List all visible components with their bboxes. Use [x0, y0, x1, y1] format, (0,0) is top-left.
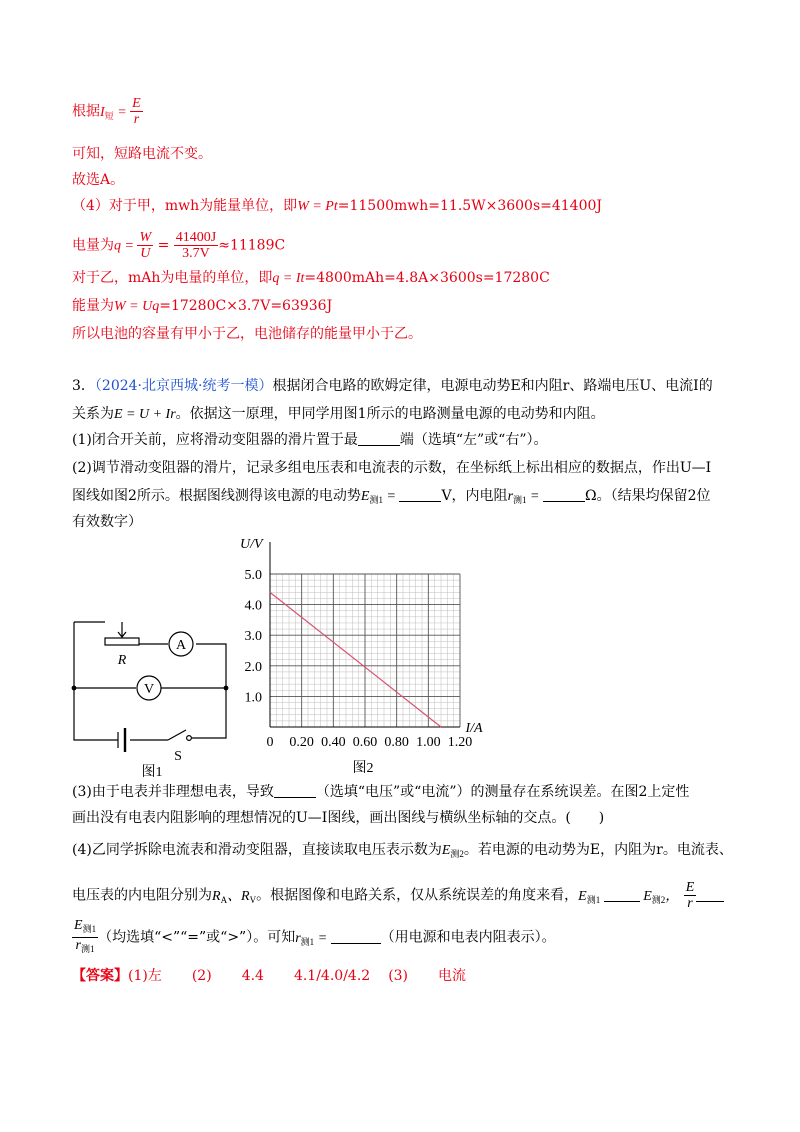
part-text: （用电源和电表内阻表示）。 — [380, 929, 556, 946]
symbol-ra-rv: $R_A$、$R_V$ — [212, 888, 257, 905]
chart-x-ticks — [267, 735, 473, 750]
question-3-part-2: (2)调节滑动变阻器的滑片，记录多组电压表和电流表的示数，在坐标纸上标出相应的数据点，作出U—I — [72, 460, 712, 476]
y-tick-label: 4.0 — [244, 598, 262, 614]
solution-text: 对于乙，mAh为电量的单位，即 — [72, 270, 273, 286]
part-text: 。若电源的电动势为E，内阻为r。电流表、 — [463, 842, 733, 858]
x-tick-label: 1.00 — [416, 735, 441, 750]
formula-value: ≈11189C — [218, 237, 286, 254]
x-tick-label: 0.20 — [289, 735, 314, 750]
part-text: (4)乙同学拆除电流表和滑动变阻器，直接读取电压表示数为 — [72, 842, 442, 858]
solution-line-6 — [72, 268, 550, 289]
ammeter-label: A — [175, 638, 187, 653]
formula-ohm: E = U + Ir — [114, 407, 176, 422]
question-3-line-2 — [72, 404, 605, 425]
figure-2-caption: 图2 — [352, 761, 374, 776]
symbol-e-measured-2: $E_{测2}$ — [441, 843, 464, 859]
fraction-e-over-r: $\frac{E}{r}$ — [132, 96, 141, 127]
fraction-w-over-u: $\frac{W}{U}$ — [139, 230, 152, 261]
question-3-part-2c: 有效数字） — [72, 514, 142, 530]
part-text: （选填“电压”或“电流”）的测量存在系统误差。在图2上定性 — [315, 784, 690, 800]
answer-2-label: (2) — [191, 968, 212, 984]
answer-label: 【答案】 — [72, 968, 128, 984]
solution-text: （4）对于甲，mwh为能量单位，即 — [72, 198, 298, 214]
question-3-part-3b: 画出没有电表内阻影响的理想情况的U—I图线，画出图线与横纵坐标轴的交点。( ) — [72, 810, 605, 826]
question-number: 3． — [72, 378, 95, 394]
question-3-part-3 — [72, 782, 689, 802]
solution-line-1 — [72, 96, 143, 127]
answer-2-r: 4.1/4.0/4.2 — [293, 968, 371, 984]
question-stem: 关系为 — [72, 406, 114, 422]
answer-blank-3 — [543, 487, 585, 502]
answer-blank-4 — [274, 783, 316, 798]
chart-x-label: I/A — [465, 721, 483, 736]
answer-3-value: 电流 — [438, 968, 467, 984]
formula-w-pt: W = Pt — [297, 199, 338, 214]
answer-blank-5 — [696, 887, 724, 902]
figure-1-caption: 图1 — [141, 765, 163, 780]
formula-value: =17280C×3.7V=63936J — [159, 298, 333, 314]
x-tick-label: 1.20 — [447, 735, 473, 750]
formula-w-uq: W = Uq — [114, 299, 160, 314]
resistor-label: R — [117, 653, 127, 668]
answer-line — [72, 966, 466, 986]
x-tick-label: 0.60 — [352, 735, 378, 750]
switch-label: S — [174, 749, 182, 764]
fraction-e-r: $\frac{E}{r}$ — [685, 880, 695, 911]
x-tick-label: 0.40 — [321, 735, 346, 750]
symbol-e-measured: $E_{测1}$ = — [360, 489, 400, 505]
figure-2-chart — [228, 532, 488, 777]
question-3-part-4c — [72, 918, 556, 957]
question-3-line-1 — [72, 376, 713, 396]
solution-line-2: 可知，短路电流不变。 — [72, 146, 212, 162]
solution-text: 电量为 — [72, 237, 114, 254]
question-3-part-4 — [72, 840, 733, 864]
fraction-values: $\frac{41400J}{3.7V}$ — [175, 230, 217, 261]
solution-text: 根据 — [72, 103, 100, 120]
solution-line-8: 所以电池的容量有甲小于乙，电池储存的能量甲小于乙。 — [72, 326, 422, 342]
question-3-part-2b — [72, 486, 711, 510]
fraction-e1-r1: $\frac{E_{测1}}{r_{测1}}$ — [74, 918, 97, 954]
compare-e1-e2: $E_{测1}$ $E_{测2}$， — [578, 888, 680, 905]
x-tick-label: 0 — [266, 735, 274, 750]
question-stem: 。依据这一原理，甲同学用图1所示的电路测量电源的电动势和内阻。 — [175, 406, 605, 422]
voltmeter-label: V — [143, 682, 155, 697]
formula-value: =4800mAh=4.8A×3600s=17280C — [304, 270, 550, 286]
part-text: 端（选填“左”或“右”）。 — [399, 432, 548, 448]
solution-line-7 — [72, 296, 332, 317]
chart-y-label: U/V — [240, 537, 263, 552]
y-tick-label: 1.0 — [244, 690, 262, 706]
part-text: 图线如图2所示。根据图线测得该电源的电动势 — [72, 488, 361, 504]
formula-q-it: q = It — [272, 271, 305, 286]
solution-line-4 — [72, 196, 602, 217]
answer-blank-1 — [358, 431, 400, 446]
symbol-r-measured: $r_{测1}$ = — [507, 489, 543, 505]
solution-line-5: 电量为q = $\frac{W}{U}$ = $\frac{41400J}{3.7V}$ ≈11189C — [72, 230, 286, 261]
answer-3-label: (3) — [388, 968, 409, 984]
answer-blank-2 — [399, 487, 441, 502]
y-tick-label: 2.0 — [244, 659, 262, 675]
part-text: V，内电阻 — [441, 488, 508, 504]
solution-text: 能量为 — [72, 298, 114, 314]
symbol-r1: $r_{测1}$ = — [295, 930, 331, 947]
question-3-part-4b — [72, 880, 724, 911]
solution-line-3: 故选A。 — [72, 172, 125, 188]
chart-grid-major — [270, 542, 460, 727]
y-tick-label: 3.0 — [244, 629, 262, 645]
answer-2-emf: 4.4 — [241, 968, 264, 984]
x-tick-label: 0.80 — [384, 735, 409, 750]
part-text: 电压表的内电阻分别为 — [72, 887, 212, 904]
part-text: 。根据图像和电路关系，仅从系统误差的角度来看， — [256, 887, 579, 904]
question-3-part-1 — [72, 430, 547, 450]
formula-value: =11500mwh=11.5W×3600s=41400J — [337, 198, 603, 214]
question-stem: 根据闭合电路的欧姆定律，电源电动势E和内阻r、路端电压U、电流I的 — [272, 378, 713, 394]
part-text: （均选填“<”“=”或“>”）。可知 — [98, 929, 296, 946]
figure-1-circuit — [60, 600, 240, 780]
answer-1: (1)左 — [128, 968, 162, 984]
formula-isc: $I_短$ = — [100, 104, 131, 121]
part-text: (3)由于电表并非理想电表，导致 — [72, 784, 274, 800]
part-text: Ω。（结果均保留2位 — [584, 488, 711, 504]
question-source: （2024·北京西城·统考一模） — [94, 378, 273, 394]
answer-blank-6 — [331, 929, 381, 944]
y-tick-label: 5.0 — [244, 568, 262, 583]
part-text: (1)闭合开关前，应将滑动变阻器的滑片置于最 — [72, 432, 358, 448]
formula-q: q = — [114, 238, 138, 254]
chart-y-ticks — [245, 568, 263, 705]
